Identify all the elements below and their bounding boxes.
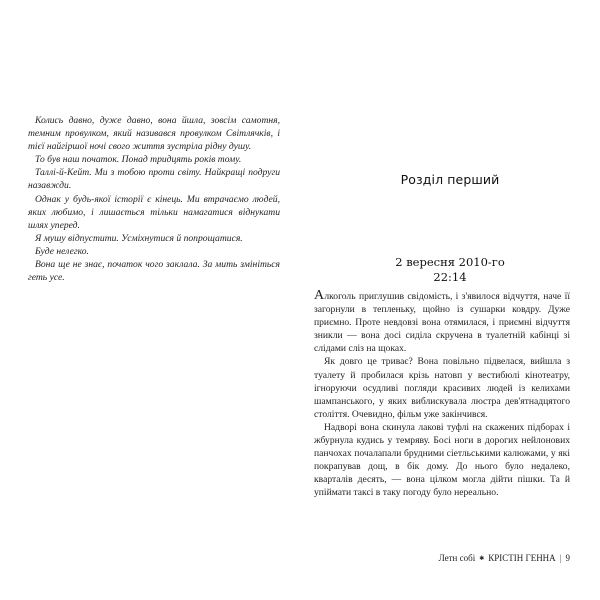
chapter-date: 2 вересня 2010-го	[395, 255, 505, 269]
book-title: Летн собі	[438, 553, 476, 563]
chapter-title: Розділ перший	[400, 172, 500, 187]
epigraph-paragraph: Однак у будь-якої історії є кінець. Ми втрачаємо людей, яких любимо, і лишається тільки намагатися віднукати шлях уперед.	[28, 193, 280, 231]
page-number: 9	[565, 553, 570, 563]
chapter-body	[314, 289, 570, 500]
footer-divider: |	[559, 553, 562, 563]
chapter-time: 22:14	[433, 270, 467, 284]
author-name: КРІСТІН ГЕННА	[488, 553, 556, 563]
chapter-dateline	[300, 255, 600, 285]
body-paragraph: Як довго це триває? Вона повільно підвелася, вийшла з туалету й пробилася крізь натовп у вестибюлі кінотеатру, ігноруючи осудливі погляди красивих людей із келихами шампанського, у яких виблискувала люстра дев'ятнадцятого століття. Очевидно, фільм уже закінчився.	[314, 356, 570, 420]
asterisk-icon: ✱	[479, 555, 485, 562]
epigraph-paragraph: То був наш початок. Понад тридцять років тому.	[35, 154, 242, 166]
epigraph-paragraph: Таллі-й-Кейт. Ми з тобою проти світу. Найкращі подруги назавжди.	[28, 167, 280, 192]
body-paragraph	[314, 289, 570, 355]
body-paragraph: Надворі вона скинула лакові туфлі на скажених підборах і жбурнула кудись у темряву. Босі ноги в дорогих нейлонових панчохах почалапали брудними сіетльськими калюжами, у які покрапував дощ, в бік дому. До нього було недалеко, кварталів десять, — вона цілком могла дійти пішки. Та й упіймати таксі в таку погоду було нереально.	[314, 421, 570, 499]
epigraph-paragraph: Колись давно, дуже давно, вона йшла, зовсім самотня, темним провулком, який називався провулком Світлячків, і тієї найгіршої ночі свого життя зустріла рідну душу.	[28, 115, 280, 153]
epigraph-paragraph: Вона ще не знає, початок чого заклала. За мить змініться геть усе.	[28, 259, 280, 284]
epigraph-paragraph: Буде нелегко.	[35, 245, 89, 257]
left-page-epigraph	[28, 114, 280, 284]
running-footer	[439, 553, 570, 563]
epigraph-paragraph: Я мушу відпустити. Усміхнутися й попрощатися.	[35, 232, 243, 244]
drop-cap: А	[314, 288, 325, 303]
body-paragraph-text: лкоголь приглушив свідомість, і з'явилося відчуття, наче її загорнули в тепленьку, щойно із сушарки ковдру. Дуже приємно. Проте невдовзі вона отямилася, і приємні відчуття зникли — вона досі сиділа скручена в туалетній кабінці зі слідами сліз на щоках.	[314, 291, 570, 355]
